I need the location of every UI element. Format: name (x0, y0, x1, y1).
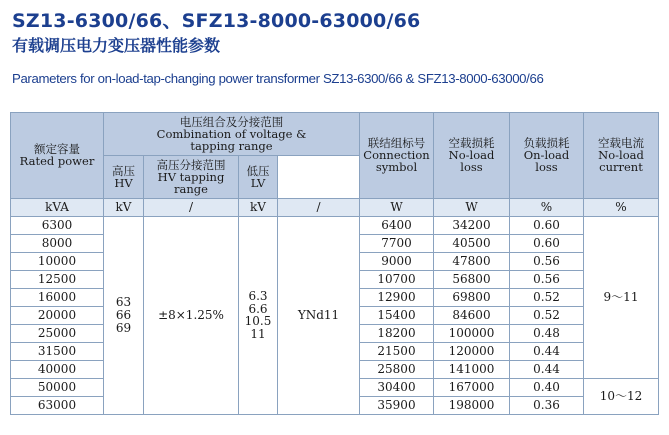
on-load-loss-cell: 47800 (434, 252, 510, 270)
on-load-loss-cell: 167000 (434, 378, 510, 396)
unit-lv: kV (239, 198, 278, 216)
unit-hv-tapping: / (144, 198, 239, 216)
no-load-loss-cell: 15400 (360, 306, 434, 324)
no-load-current-cell: 0.52 (510, 288, 584, 306)
unit-on-load-loss: W (434, 198, 510, 216)
header-hv-tapping: 高压分接范围 HV tapping range (144, 155, 239, 198)
parameters-table (10, 112, 659, 415)
no-load-current-cell: 0.52 (510, 306, 584, 324)
no-load-current-cell: 0.40 (510, 378, 584, 396)
unit-no-load-loss: W (360, 198, 434, 216)
on-load-loss-cell: 120000 (434, 342, 510, 360)
header-rated-power: 额定容量 Rated power (11, 113, 104, 199)
hv-values-cell (104, 216, 144, 414)
header-row-1 (11, 113, 659, 156)
rated-power-cell: 50000 (11, 378, 104, 396)
no-load-current-cell: 0.48 (510, 324, 584, 342)
on-load-loss-cell: 198000 (434, 396, 510, 414)
units-row (11, 198, 659, 216)
no-load-loss-cell: 12900 (360, 288, 434, 306)
no-load-loss-cell: 18200 (360, 324, 434, 342)
header-no-load-current: 空载电流 No-load current (584, 113, 659, 199)
header-lv: 低压 LV (239, 155, 278, 198)
rated-power-cell: 6300 (11, 216, 104, 234)
impedance-cell: 9～11 (584, 216, 659, 378)
no-load-loss-cell: 21500 (360, 342, 434, 360)
rated-power-cell: 10000 (11, 252, 104, 270)
hv-value: 66 (115, 308, 132, 323)
on-load-loss-cell: 56800 (434, 270, 510, 288)
no-load-current-cell: 0.44 (510, 342, 584, 360)
on-load-loss-cell: 141000 (434, 360, 510, 378)
rated-power-cell: 40000 (11, 360, 104, 378)
unit-no-load-current: % (510, 198, 584, 216)
unit-rated-power: kVA (11, 198, 104, 216)
table-row (11, 216, 659, 234)
title-chinese: 有载调压电力变压器性能参数 (12, 36, 221, 55)
header-voltage-group: 电压组合及分接范围 Combination of voltage & tapping range (104, 113, 360, 156)
hv-value: 69 (115, 320, 132, 335)
no-load-current-cell: 0.44 (510, 360, 584, 378)
no-load-loss-cell: 9000 (360, 252, 434, 270)
no-load-current-cell: 0.60 (510, 234, 584, 252)
no-load-current-cell: 0.56 (510, 270, 584, 288)
lv-value: 10.5 (244, 314, 272, 329)
no-load-current-cell: 0.36 (510, 396, 584, 414)
title-english: Parameters for on-load-tap-changing power transformer SZ13-6300/66 & SFZ13-8000-63000/66 (12, 71, 544, 86)
no-load-loss-cell: 10700 (360, 270, 434, 288)
rated-power-cell: 20000 (11, 306, 104, 324)
no-load-loss-cell: 6400 (360, 216, 434, 234)
unit-hv: kV (104, 198, 144, 216)
unit-impedance: % (584, 198, 659, 216)
hv-value: 63 (115, 295, 132, 310)
header-hv: 高压 HV (104, 155, 144, 198)
rated-power-cell: 31500 (11, 342, 104, 360)
unit-connection: / (278, 198, 360, 216)
on-load-loss-cell: 84600 (434, 306, 510, 324)
lv-value: 11 (250, 326, 266, 341)
no-load-loss-cell: 30400 (360, 378, 434, 396)
no-load-current-cell: 0.56 (510, 252, 584, 270)
lv-values-cell (239, 216, 278, 414)
rated-power-cell: 63000 (11, 396, 104, 414)
connection-cell: YNd11 (278, 216, 360, 414)
no-load-loss-cell: 7700 (360, 234, 434, 252)
header-no-load-loss: 空载损耗 No-load loss (434, 113, 510, 199)
on-load-loss-cell: 34200 (434, 216, 510, 234)
no-load-loss-cell: 25800 (360, 360, 434, 378)
header-on-load-loss: 负载损耗 On-load loss (510, 113, 584, 199)
header-connection: 联结组标号 Connection symbol (360, 113, 434, 199)
on-load-loss-cell: 100000 (434, 324, 510, 342)
lv-value: 6.3 (248, 289, 268, 304)
rated-power-cell: 8000 (11, 234, 104, 252)
impedance-cell: 10～12 (584, 378, 659, 414)
rated-power-cell: 16000 (11, 288, 104, 306)
on-load-loss-cell: 40500 (434, 234, 510, 252)
no-load-current-cell: 0.60 (510, 216, 584, 234)
no-load-loss-cell: 35900 (360, 396, 434, 414)
lv-value: 6.6 (248, 301, 268, 316)
rated-power-cell: 12500 (11, 270, 104, 288)
title-model: SZ13-6300/66、SFZ13-8000-63000/66 (12, 10, 421, 32)
hv-tapping-cell: ±8×1.25% (144, 216, 239, 414)
on-load-loss-cell: 69800 (434, 288, 510, 306)
rated-power-cell: 25000 (11, 324, 104, 342)
